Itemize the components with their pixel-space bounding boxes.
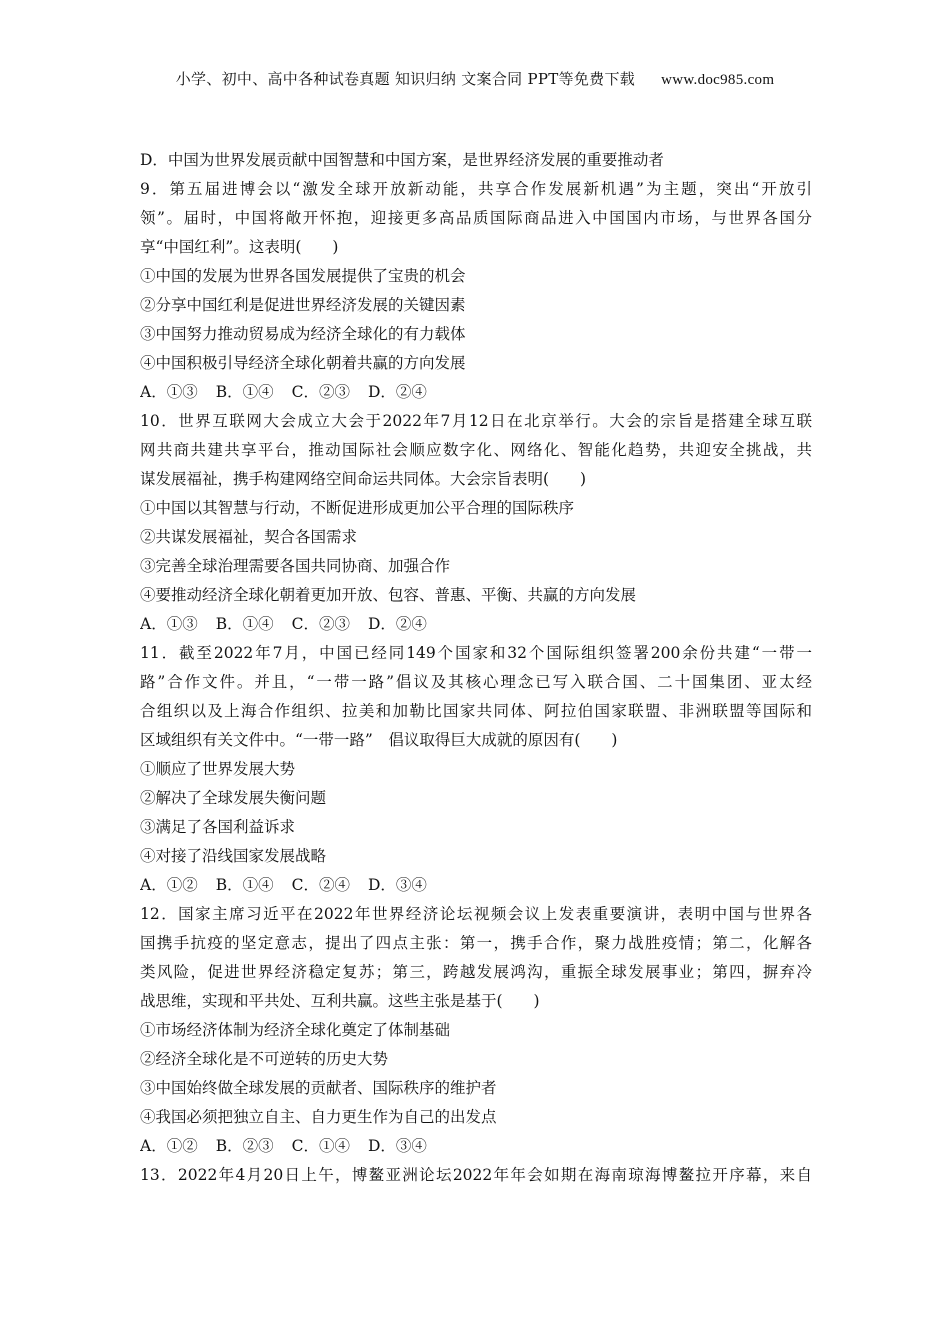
question-stem-line: 谋发展福祉，携手构建网络空间命运共同体。大会宗旨表明( ): [140, 470, 587, 488]
statement: ②解决了全球发展失衡问题: [140, 789, 327, 807]
question-stem-line: 13．2022年4月20日上午，博鳌亚洲论坛2022年年会如期在海南琼海博鳌拉开序幕，来自: [140, 1166, 812, 1184]
answer-option-d: D．②④: [367, 615, 427, 633]
answer-options: [140, 871, 812, 900]
answer-option-b: B．①④: [215, 876, 274, 894]
answer-options: [140, 610, 812, 639]
answer-option-a: A．①②: [140, 1137, 198, 1155]
question-10: [140, 407, 812, 639]
statement: ①中国以其智慧与行动，不断促进形成更加公平合理的国际秩序: [140, 499, 575, 517]
answer-option-a: A．①③: [140, 615, 198, 633]
statement: ②共谋发展福祉，契合各国需求: [140, 528, 358, 546]
question-stem-line: 享“中国红利”。这表明( ): [140, 238, 339, 256]
statement: ②经济全球化是不可逆转的历史大势: [140, 1050, 389, 1068]
question-stem-line: 战思维，实现和平共处、互利共赢。这些主张是基于( ): [140, 992, 540, 1010]
answer-option-c: C．①④: [291, 1137, 350, 1155]
question-9: [140, 175, 812, 407]
answer-option-d: D．③④: [367, 876, 427, 894]
answer-options: [140, 378, 812, 407]
question-stem-line: 10．世界互联网大会成立大会于2022年7月12日在北京举行。大会的宗旨是搭建全球互联: [140, 412, 812, 430]
statement: ④要推动经济全球化朝着更加开放、包容、普惠、平衡、共赢的方向发展: [140, 586, 637, 604]
question-stem-line: 类风险，促进世界经济稳定复苏；第三，跨越发展鸿沟，重振全球发展事业；第四，摒弃冷: [140, 963, 812, 981]
statement: ①市场经济体制为经济全球化奠定了体制基础: [140, 1021, 451, 1039]
question-stem-line: 12．国家主席习近平在2022年世界经济论坛视频会议上发表重要演讲，表明中国与世界各: [140, 905, 812, 923]
question-stem-line: 9．第五届进博会以“激发全球开放新动能，共享合作发展新机遇”为主题，突出“开放引: [140, 180, 812, 198]
question-11: [140, 639, 812, 900]
answer-option-b: B．②③: [215, 1137, 274, 1155]
statement: ①中国的发展为世界各国发展提供了宝贵的机会: [140, 267, 466, 285]
statement: ③完善全球治理需要各国共同协商、加强合作: [140, 557, 451, 575]
question-stem-line: 路”合作文件。并且，“一带一路”倡议及其核心理念已写入联合国、二十国集团、亚太经: [140, 673, 812, 691]
question-stem-line: 区域组织有关文件中。“一带一路” 倡议取得巨大成就的原因有( ): [140, 731, 618, 749]
answer-option-d: D．②④: [367, 383, 427, 401]
question-content: [140, 146, 812, 1190]
statement: ③满足了各国利益诉求: [140, 818, 296, 836]
question-stem-line: 国携手抗疫的坚定意志，提出了四点主张：第一，携手合作，聚力战胜疫情；第二，化解各: [140, 934, 812, 952]
answer-option-c: C．②④: [291, 876, 350, 894]
statement: ④对接了沿线国家发展战略: [140, 847, 327, 865]
question-13: [140, 1161, 812, 1190]
question-12: [140, 900, 812, 1161]
answer-option-b: B．①④: [215, 615, 274, 633]
intro-option: D．中国为世界发展贡献中国智慧和中国方案，是世界经济发展的重要推动者: [140, 151, 664, 169]
answer-option-c: C．②③: [291, 615, 350, 633]
statement: ④中国积极引导经济全球化朝着共赢的方向发展: [140, 354, 466, 372]
question-stem-line: 合组织以及上海合作组织、拉美和加勒比国家共同体、阿拉伯国家联盟、非洲联盟等国际和: [140, 702, 812, 720]
question-stem-line: 11．截至2022年7月，中国已经同149个国家和32个国际组织签署200余份共建“一带一: [140, 644, 812, 662]
question-stem-line: 网共商共建共享平台，推动国际社会顺应数字化、网络化、智能化趋势，共迎安全挑战，共: [140, 441, 812, 459]
statement: ③中国始终做全球发展的贡献者、国际秩序的维护者: [140, 1079, 497, 1097]
statement: ③中国努力推动贸易成为经济全球化的有力载体: [140, 325, 466, 343]
statement: ④我国必须把独立自主、自力更生作为自己的出发点: [140, 1108, 497, 1126]
statement: ②分享中国红利是促进世界经济发展的关键因素: [140, 296, 466, 314]
answer-option-a: A．①②: [140, 876, 198, 894]
answer-option-a: A．①③: [140, 383, 198, 401]
answer-option-b: B．①④: [215, 383, 274, 401]
header-site: www.doc985.com: [661, 72, 775, 88]
answer-options: [140, 1132, 812, 1161]
header-text: 小学、初中、高中各种试卷真题 知识归纳 文案合同 PPT等免费下载: [175, 70, 636, 88]
answer-option-c: C．②③: [291, 383, 350, 401]
page-header: [0, 68, 950, 89]
question-stem-line: 领”。届时，中国将敞开怀抱，迎接更多高品质国际商品进入中国国内市场，与世界各国分: [140, 209, 812, 227]
statement: ①顺应了世界发展大势: [140, 760, 296, 778]
answer-option-d: D．③④: [367, 1137, 427, 1155]
